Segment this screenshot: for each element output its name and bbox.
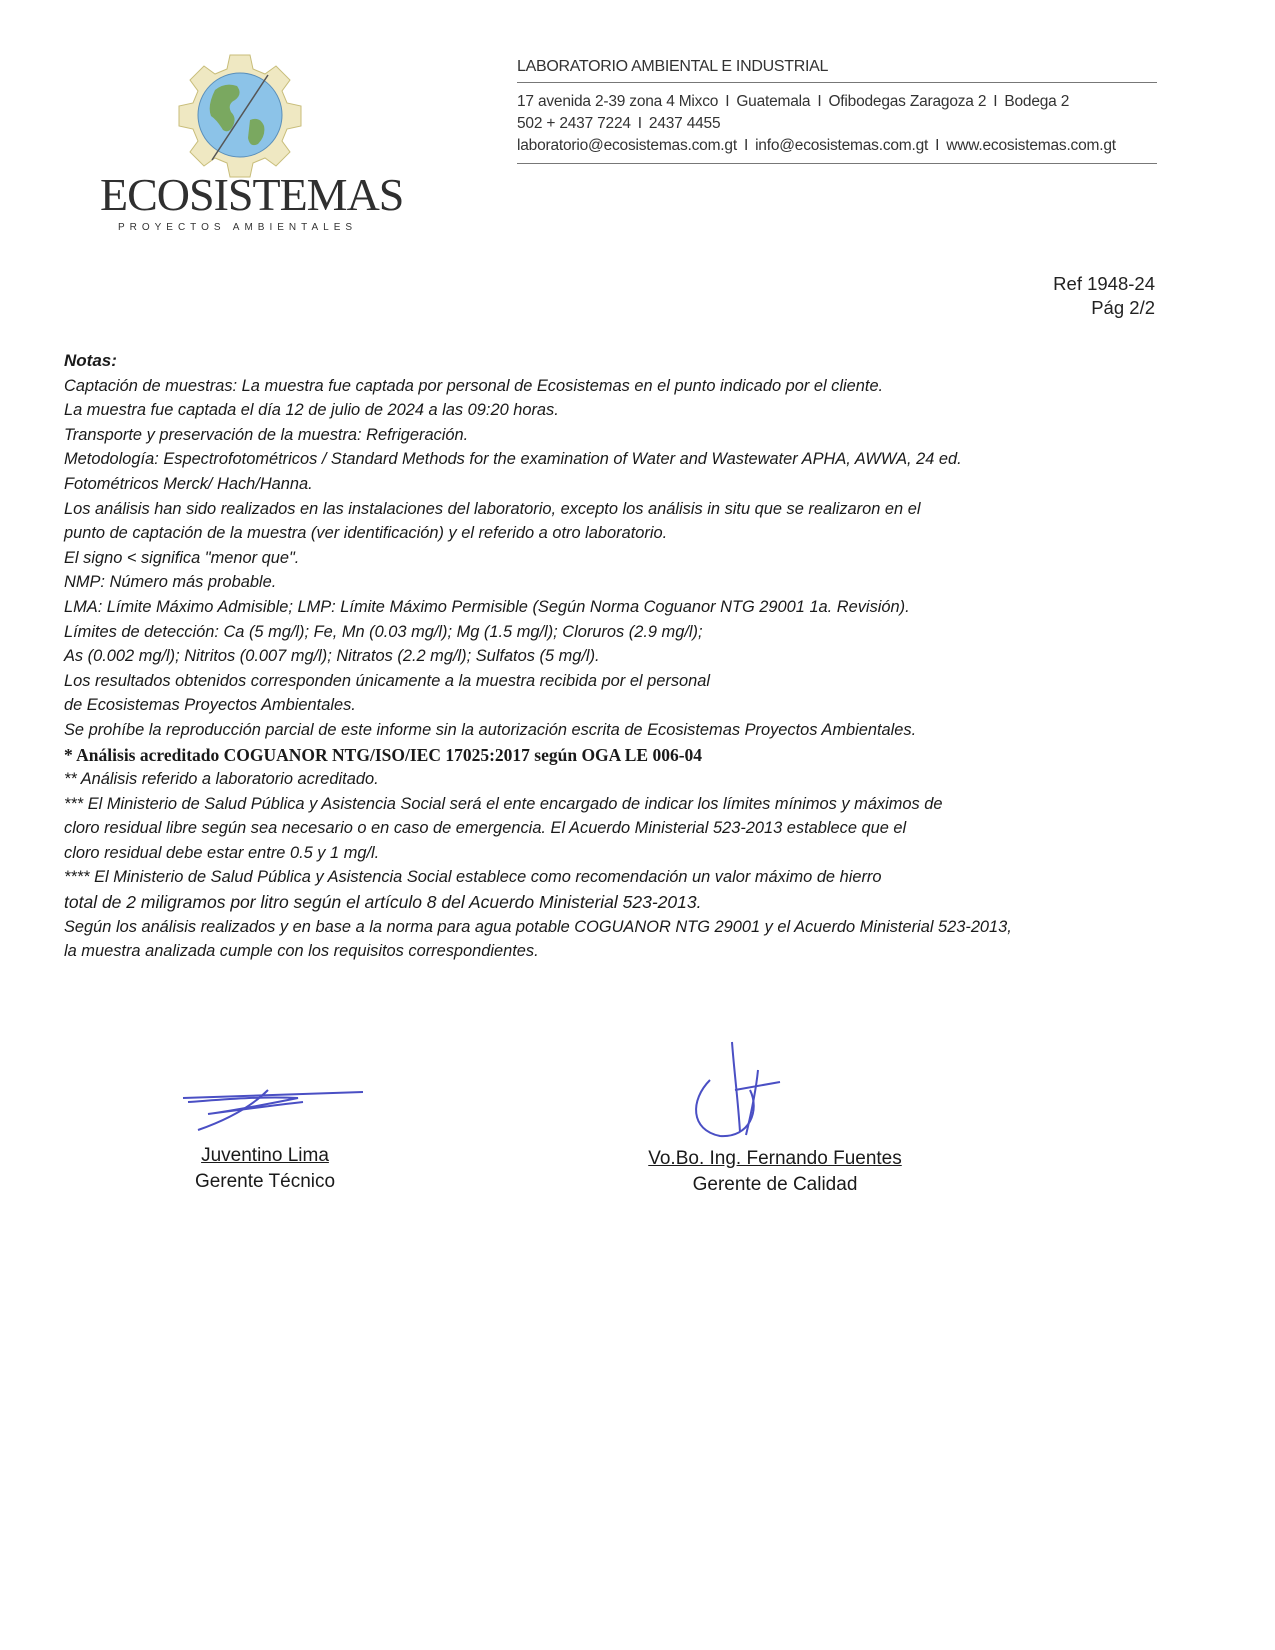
separator: I (935, 137, 940, 154)
company-logo (100, 50, 404, 250)
note-line: Límites de detección: Ca (5 mg/l); Fe, Mn (0.03 mg/l); Mg (1.5 mg/l); Cloruros (2.9 mg/l); (64, 622, 703, 641)
address-city: Guatemala (736, 93, 811, 110)
note-line: LMA: Límite Máximo Admisible; LMP: Límite Máximo Permisible (Según Norma Coguanor NTG 29001 1a. Revisión). (64, 597, 910, 616)
reference-number: Ref 1948-24 (1053, 273, 1155, 294)
note-line: Según los análisis realizados y en base a la norma para agua potable COGUANOR NTG 29001 y el Acuerdo Ministerial 523-2013, (64, 917, 1012, 936)
note-line: Los resultados obtenidos corresponden únicamente a la muestra recibida por el personal (64, 671, 710, 690)
accreditation-note: * Análisis acreditado COGUANOR NTG/ISO/IEC 17025:2017 según OGA LE 006-04 (64, 744, 703, 765)
note-line: Fotométricos Merck/ Hach/Hanna. (64, 474, 313, 493)
note-line: punto de captación de la muestra (ver identificación) y el referido a otro laboratorio. (64, 524, 668, 543)
note-line: Se prohíbe la reproducción parcial de este informe sin la autorización escrita de Ecosistemas Proyectos Ambientales. (64, 720, 917, 739)
notes-section (64, 349, 1174, 964)
signer-name: Juventino Lima (201, 1145, 329, 1166)
lab-title: LABORATORIO AMBIENTAL E INDUSTRIAL (517, 58, 829, 75)
email-info: info@ecosistemas.com.gt (755, 137, 929, 154)
separator: I (817, 93, 822, 110)
notes-title: Notas: (64, 351, 117, 370)
signature-block-quality (620, 1146, 930, 1198)
note-line: ** Análisis referido a laboratorio acreditado. (64, 770, 379, 789)
note-line: As (0.002 mg/l); Nitritos (0.007 mg/l); Nitratos (2.2 mg/l); Sulfatos (5 mg/l). (64, 647, 600, 666)
phone-line (517, 113, 1157, 135)
note-line: La muestra fue captada el día 12 de julio de 2024 a las 09:20 horas. (64, 401, 559, 420)
email-lab: laboratorio@ecosistemas.com.gt (517, 137, 737, 154)
note-line: Transporte y preservación de la muestra: Refrigeración. (64, 425, 469, 444)
phone-2: 2437 4455 (648, 115, 721, 132)
address-unit: Bodega 2 (1004, 93, 1070, 110)
phone-1: 502 + 2437 7224 (517, 115, 631, 132)
page-number: Pág 2/2 (1091, 297, 1155, 318)
note-line: *** El Ministerio de Salud Pública y Asistencia Social será el ente encargado de indicar los límites mínimos y máximos de (64, 794, 943, 813)
address-line (517, 91, 1157, 113)
signature-block-technical (170, 1143, 360, 1195)
note-line: NMP: Número más probable. (64, 573, 277, 592)
signature-left-icon (178, 1080, 378, 1140)
divider (517, 82, 1157, 83)
note-line: Los análisis han sido realizados en las instalaciones del laboratorio, excepto los análisis in situ que se realizaron en el (64, 499, 921, 518)
logo-wordmark: ECOSISTEMAS (100, 169, 404, 220)
signature-right-icon (680, 1040, 800, 1150)
contact-line (517, 135, 1157, 157)
letterhead (517, 58, 1157, 172)
note-line: **** El Ministerio de Salud Pública y Asistencia Social establece como recomendación un valor máximo de hierro (64, 868, 882, 887)
separator: I (743, 137, 749, 154)
separator: I (993, 93, 998, 110)
note-line: la muestra analizada cumple con los requisitos correspondientes. (64, 942, 539, 961)
signer-role: Gerente de Calidad (692, 1174, 858, 1195)
note-line: total de 2 miligramos por litro según el artículo 8 del Acuerdo Ministerial 523-2013. (64, 892, 702, 913)
signer-role: Gerente Técnico (194, 1171, 336, 1192)
address-street: 17 avenida 2-39 zona 4 Mixco (517, 93, 719, 110)
address-building: Ofibodegas Zaragoza 2 (828, 93, 987, 110)
note-line: cloro residual libre según sea necesario o en caso de emergencia. El Acuerdo Ministerial 523-2013 establece que el (64, 819, 907, 838)
separator: I (637, 115, 642, 132)
note-line: Metodología: Espectrofotométricos / Standard Methods for the examination of Water and Wastewater APHA, AWWA, 24 ed. (64, 450, 962, 469)
note-line: El signo < significa "menor que". (64, 548, 300, 567)
separator: I (725, 93, 730, 110)
note-line: cloro residual debe estar entre 0.5 y 1 mg/l. (64, 843, 380, 862)
website: www.ecosistemas.com.gt (946, 137, 1116, 154)
divider (517, 163, 1157, 164)
reference-block (1053, 272, 1155, 320)
gear-globe-icon (160, 50, 320, 180)
logo-subtitle: PROYECTOS AMBIENTALES (117, 222, 358, 233)
signer-name: Vo.Bo. Ing. Fernando Fuentes (648, 1148, 902, 1169)
note-line: Captación de muestras: La muestra fue captada por personal de Ecosistemas en el punto indicado por el cliente. (64, 376, 884, 395)
note-line: de Ecosistemas Proyectos Ambientales. (64, 696, 356, 715)
